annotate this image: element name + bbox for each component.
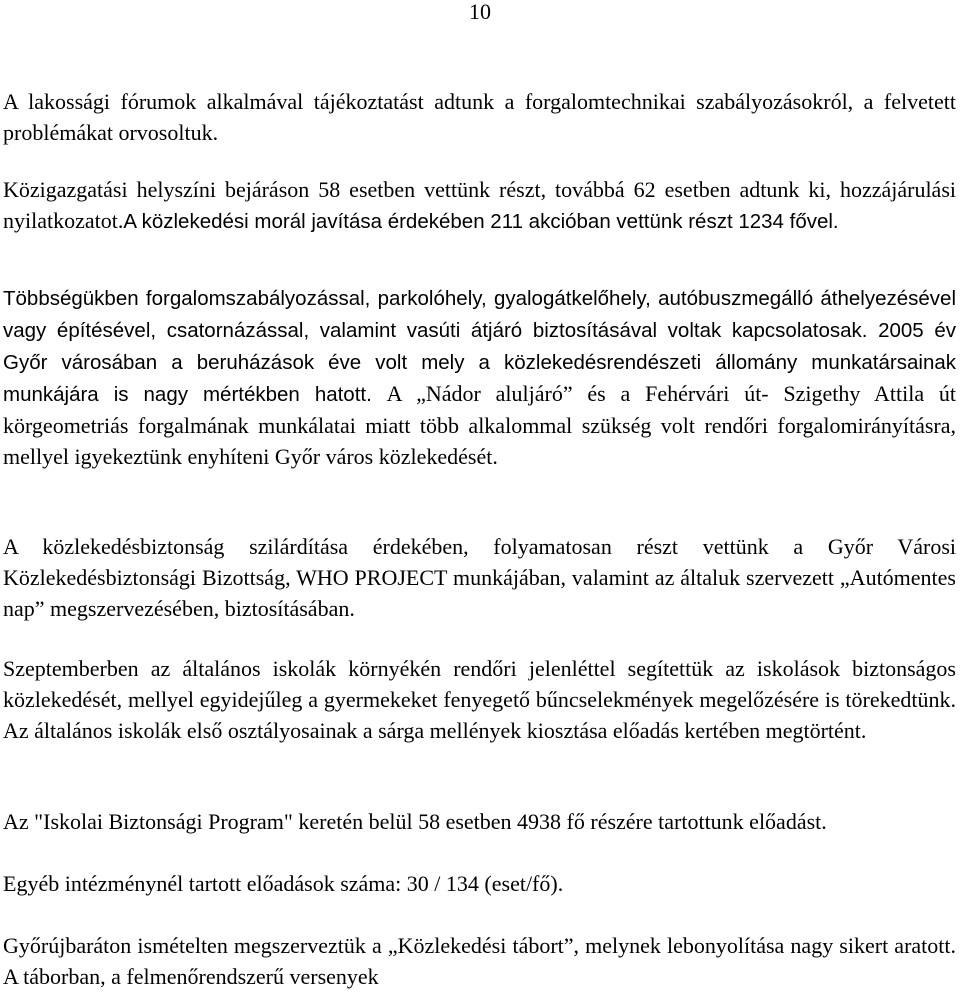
page-number: 10 [469,0,491,24]
paragraph-construction [3,282,956,472]
paragraph-other-institutions: Egyéb intézménynél tartott előadások száma: 30 / 134 (eset/fő). [3,871,564,896]
paragraph-safety-committee: A közlekedésbiztonság szilárdítása érdekében, folyamatosan részt vettünk a Győr Városi Közlekedésbiztonsági Bizottság, WHO PROJECT munkájában, valamint az általuk szervezett „Autómentes nap” megszervezésében, biztosításában. [3,534,956,621]
paragraph-inspections-text-b: A közlekedési morál javítása érdekében 211 akcióban vettünk részt 1234 fővel. [123,210,839,233]
paragraph-schools: Szeptemberben az általános iskolák környékén rendőri jelenléttel segítettük az iskolások biztonságos közlekedését, mellyel egyidejűleg a gyermekeket fenyegető bűncselekmények megelőzésére is törekedtünk. Az általános iskolák első osztályosainak a sárga mellények kiosztása előadás kertében megtörtént. [3,656,956,743]
paragraph-inspections-text-a: Közigazgatási helyszíni bejáráson 58 esetben vettünk részt, továbbá 62 esetben adtunk ki, hozzájárulási nyilatkozatot. [3,177,956,233]
paragraph-school-program: Az "Iskolai Biztonsági Program" keretén belül 58 esetben 4938 fő részére tartottunk előadást. [3,809,827,834]
paragraph-construction-text-b: A „Nádor aluljáró” és a Fehérvári út- Szigethy Attila út körgeometriás forgalmának munkálatai miatt több alkalommal szükség volt rendőri forgalomirányításra, mellyel igyekeztünk enyhíteni Győr város közlekedését. [3,381,957,469]
paragraph-traffic-camp: Győrújbaráton ismételten megszerveztük a „Közlekedési tábort”, melynek lebonyolítása nagy sikert aratott. A táborban, a felmenőrendszerű versenyek [3,933,956,989]
paragraph-construction-text-a: Többségükben forgalomszabályozással, parkolóhely, gyalogátkelőhely, autóbuszmegálló áthelyezésével vagy építésével, csatornázással, valamint vasúti átjáró biztosításával voltak kapcsolatosak. 2005 év Győr városában a beruházások éve volt mely a közlekedésrendészeti állomány munkatársainak munkájára is nagy mértékben hatott. [3,287,956,406]
paragraph-inspections [3,174,956,237]
paragraph-forums: A lakossági fórumok alkalmával tájékoztatást adtunk a forgalomtechnikai szabályozásokról, a felvetett problémákat orvosoltuk. [3,89,956,145]
